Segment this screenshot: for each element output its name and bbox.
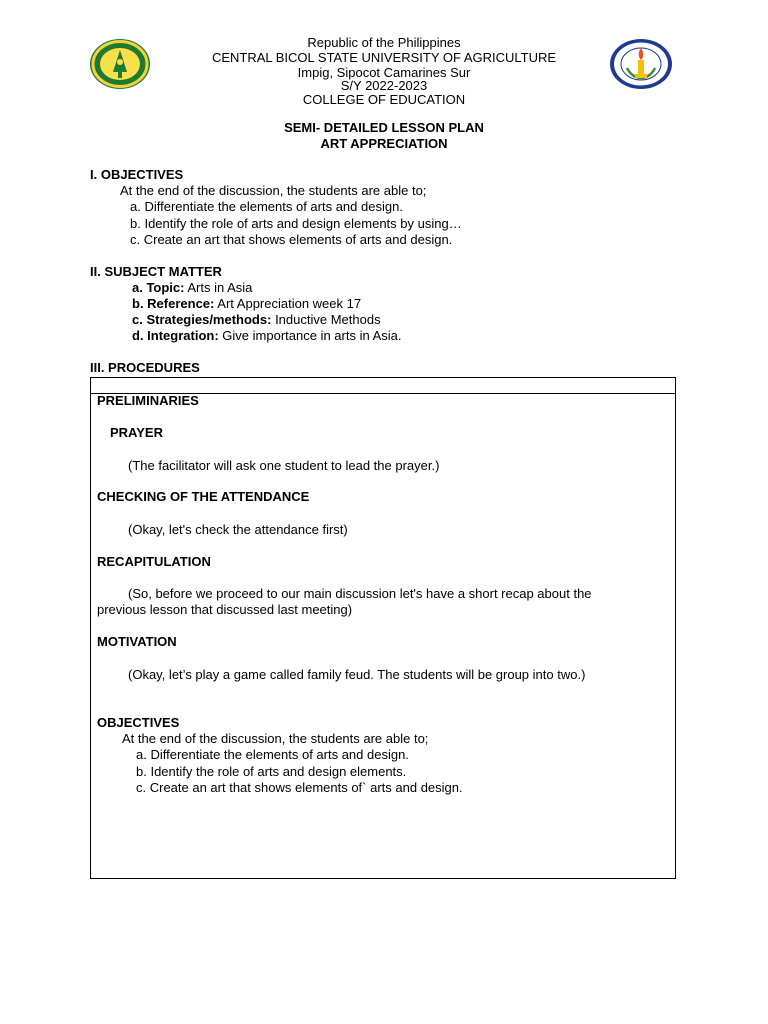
- subject-item-reference: [132, 296, 361, 312]
- objective-item: a. Differentiate the elements of arts and design.: [130, 199, 403, 214]
- recapitulation-heading: RECAPITULATION: [97, 554, 211, 569]
- procedure-objective-item: c. Create an art that shows elements of` arts and design.: [136, 780, 463, 795]
- recapitulation-text: previous lesson that discussed last meeting): [97, 602, 353, 617]
- subject-matter-heading: II. SUBJECT MATTER: [90, 264, 222, 279]
- subject-item-strategies: [132, 312, 381, 328]
- objective-item: b. Identify the role of arts and design elements by using…: [130, 216, 462, 231]
- objectives-heading: I. OBJECTIVES: [90, 167, 184, 182]
- subject-item-label: d. Integration:: [132, 328, 219, 343]
- preliminaries-heading: PRELIMINARIES: [97, 393, 199, 408]
- subject-item-topic: [132, 280, 252, 296]
- recapitulation-text: (So, before we proceed to our main discussion let's have a short recap about the: [128, 586, 592, 601]
- procedures-table: [90, 377, 676, 879]
- procedure-objective-item: a. Differentiate the elements of arts and design.: [136, 747, 409, 762]
- motivation-heading: MOTIVATION: [97, 634, 177, 649]
- header-college: COLLEGE OF EDUCATION: [302, 92, 466, 107]
- subject-item-value: Give importance in arts in Asia.: [222, 328, 402, 343]
- subject-item-label: c. Strategies/methods:: [132, 312, 272, 327]
- prayer-text: (The facilitator will ask one student to lead the prayer.): [128, 458, 440, 473]
- subject-item-value: Arts in Asia: [187, 280, 253, 295]
- header-republic: Republic of the Philippines: [307, 35, 461, 50]
- procedures-heading: III. PROCEDURES: [90, 360, 200, 375]
- procedure-objectives-intro: At the end of the discussion, the students are able to;: [122, 731, 429, 746]
- subject-item-value: Art Appreciation week 17: [217, 296, 362, 311]
- attendance-heading: CHECKING OF THE ATTENDANCE: [97, 489, 310, 504]
- procedure-objective-item: b. Identify the role of arts and design elements.: [136, 764, 407, 779]
- subject-item-value: Inductive Methods: [275, 312, 381, 327]
- motivation-text: (Okay, let’s play a game called family feud. The students will be group into two.): [128, 667, 586, 682]
- header-university: CENTRAL BICOL STATE UNIVERSITY OF AGRICULTURE: [211, 50, 557, 65]
- document-title: SEMI- DETAILED LESSON PLAN: [284, 120, 484, 135]
- prayer-heading: PRAYER: [110, 425, 163, 440]
- procedure-objectives-heading: OBJECTIVES: [97, 715, 180, 730]
- subject-item-integration: [132, 328, 402, 344]
- header-address: Impig, Sipocot Camarines Sur: [297, 65, 471, 80]
- header-school-year: S/Y 2022-2023: [340, 78, 428, 93]
- subject-item-label: a. Topic:: [132, 280, 185, 295]
- attendance-text: (Okay, let's check the attendance first): [128, 522, 348, 537]
- subject-item-label: b. Reference:: [132, 296, 215, 311]
- objectives-intro: At the end of the discussion, the students are able to;: [120, 183, 427, 198]
- objective-item: c. Create an art that shows elements of arts and design.: [130, 232, 453, 247]
- document-subtitle: ART APPRECIATION: [320, 136, 448, 151]
